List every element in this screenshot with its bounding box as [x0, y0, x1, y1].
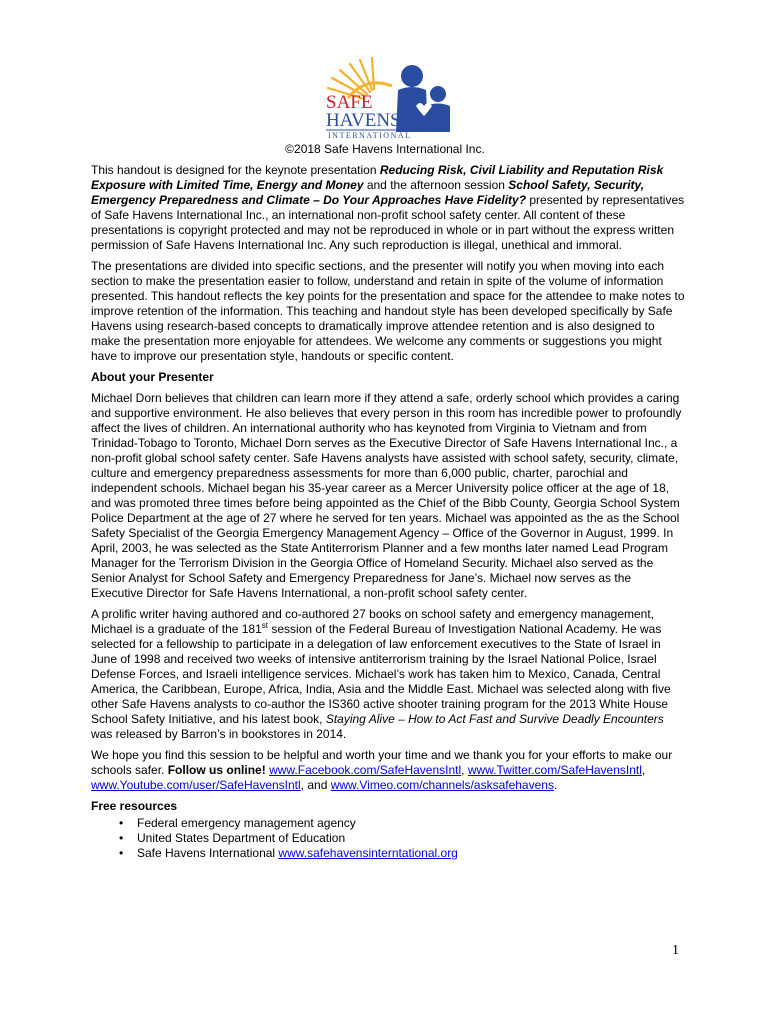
separator: , — [461, 763, 465, 777]
resource-label: Federal emergency management agency — [137, 816, 356, 830]
intro-paragraph — [91, 163, 685, 253]
intro-text: This handout is designed for the keynote presentation — [91, 163, 380, 177]
vimeo-link[interactable]: www.Vimeo.com/channels/asksafehavens — [330, 778, 554, 792]
child-head-icon — [430, 86, 446, 102]
intro-text: presented by representatives of Safe Havens International Inc., an international non-profit school safety center. All content of these presentations is copyright protected and may not be reproduced in whole or in part without the express written permission of Safe Havens International Inc. Any such reproduction is illegal, unethical and immoral. — [91, 193, 685, 252]
closing-text: We hope you find this session to be helpful and worth your time and we thank you for your efforts to make our schools safer. — [91, 748, 673, 777]
list-item — [119, 816, 685, 831]
resources-heading: Free resources — [91, 799, 178, 813]
safe-havens-logo — [318, 56, 458, 140]
resource-label: Safe Havens International — [137, 846, 279, 860]
presenter-bio-paragraph: Michael Dorn believes that children can learn more if they attend a safe, orderly school which provides a caring and supportive environment. He also believes that every person in this room has incredible power to profoundly affect the lives of children. An international authority who has keynoted from Virginia to Vietnam and from Trinidad-Tobago to Toronto, Michael Dorn serves as the Executive Director of Safe Havens International Inc., a non-profit global school safety center. Safe Havens analysts have assisted with school safety, security, climate, culture and emergency preparedness assessments for more than 6,000 public, charter, parochial and independent schools. Michael began his 35-year career as a Mercer University police officer at the age of 18, and was promoted three times before being appointed as the Chief of the Bibb County, Georgia School System Police Department at the age of 27 where he served for ten years. Michael was appointed as the as the School Safety Specialist of the Georgia Emergency Management Agency – Office of the Governor in August, 1999. In April, 2003, he was selected as the State Antiterrorism Planner and a few months later named Lead Program Manager for the Terrorism Division in the Georgia Office of Homeland Security. Michael also served as the Senior Analyst for School Safety and Emergency Preparedness for Jane’s. Michael now serves as the Executive Director for Safe Havens International, a non-profit school safety center. — [91, 391, 682, 600]
separator: , — [641, 763, 646, 777]
page-number: 1 — [672, 943, 679, 958]
session-title: School Safety, Security, Emergency Preparedness and Climate – Do Your Approaches Have Fidelity? — [91, 178, 645, 207]
resources-list — [91, 816, 685, 861]
bio-text: was released by Barron’s in bookstores in 2014. — [91, 727, 347, 741]
closing-paragraph — [91, 748, 685, 793]
list-item — [119, 846, 685, 861]
separator: , and — [300, 778, 328, 792]
intro-text: and the afternoon session — [363, 178, 509, 192]
keynote-title: Reducing Risk, Civil Liability and Reputation Risk Exposure with Limited Time, Energy and Money — [91, 163, 664, 192]
resource-label: United States Department of Education — [137, 831, 346, 845]
presenter-heading: About your Presenter — [91, 370, 214, 384]
adult-head-icon — [401, 65, 423, 87]
presentation-paragraph: The presentations are divided into specific sections, and the presenter will notify you when moving into each section to make the presentation easier to follow, understand and retain in spite of the volume of information presented. This handout reflects the key points for the presentation and space for the attendee to make notes to improve retention of the information. This teaching and handout style has been developed specifically by Safe Havens using research-based concepts to dramatically improve attendee retention and is also designed to make the presentation more enjoyable for attendees. We welcome any comments or suggestions you might have to improve our presentation style, handouts or specific content. — [91, 259, 685, 363]
bio-text: A prolific writer having authored and co-authored 27 books on school safety and emergency management, Michael is a graduate of the 181 — [91, 607, 655, 636]
facebook-link[interactable]: www.Facebook.com/SafeHavensIntl — [269, 763, 462, 777]
book-title: Staying Alive – How to Act Fast and Survive Deadly Encounters — [325, 712, 664, 726]
ordinal-suffix: st — [261, 621, 269, 630]
list-item — [119, 831, 685, 846]
safe-havens-website-link[interactable]: www.safehavensinterntational.org — [278, 846, 458, 860]
presenter-writing-paragraph — [91, 607, 685, 742]
follow-us-label: Follow us online! — [167, 763, 266, 777]
svg-text:SAFE: SAFE — [326, 92, 373, 113]
bio-text: session of the Federal Bureau of Investigation National Academy. He was selected for a fellowship to participate in a delegation of law enforcement executives to the State of Israel in June of 1998 and received two weeks of intensive antiterrorism training by the Israel National Police, Israel Defense Forces, and Israeli intelligence services. Michael’s work has taken him to Mexico, Canada, Central America, the Caribbean, Europe, Africa, India, Asia and the Middle East. Michael was selected along with five other Safe Havens analysts to co-author the IS360 active shooter training program for the 2013 White House School Safety Initiative, and his latest book, — [91, 622, 671, 726]
copyright-notice: ©2018 Safe Havens International Inc. — [285, 142, 485, 156]
svg-text:HAVENS: HAVENS — [326, 110, 401, 131]
separator: . — [553, 778, 558, 792]
youtube-link[interactable]: www.Youtube.com/user/SafeHavensIntl — [91, 778, 301, 792]
handout-body — [91, 163, 685, 861]
svg-text:INTERNATIONAL: INTERNATIONAL — [328, 131, 412, 140]
twitter-link[interactable]: www.Twitter.com/SafeHavensIntl — [467, 763, 642, 777]
